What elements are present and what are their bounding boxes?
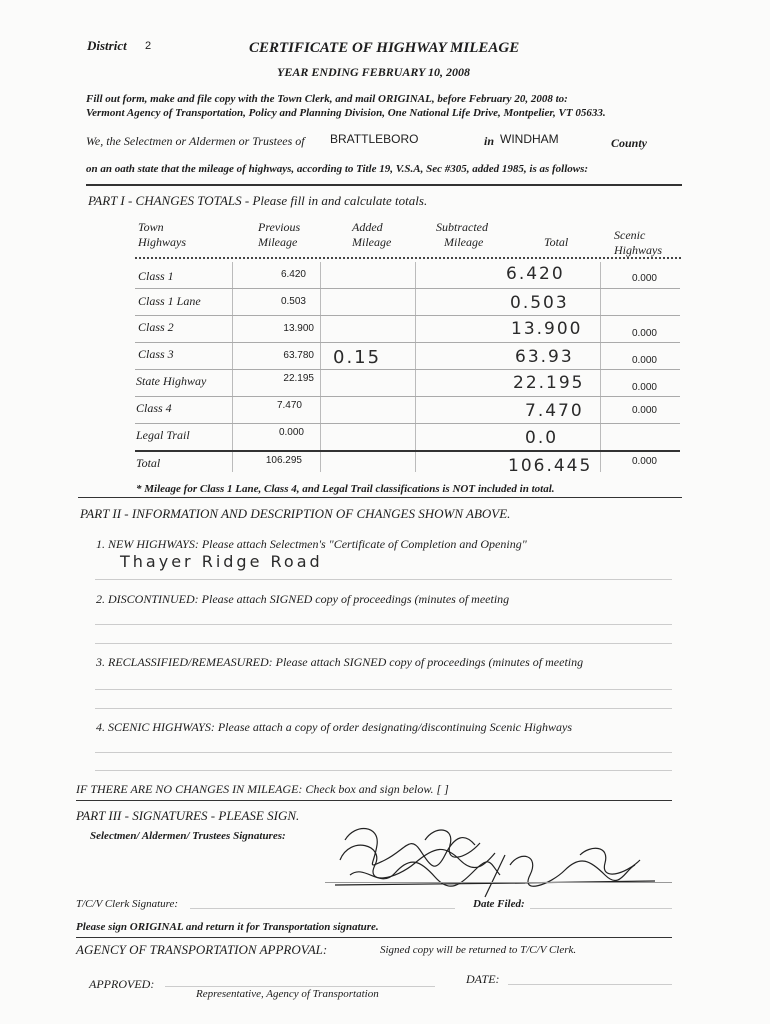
row-line [135, 288, 680, 289]
row-line [135, 369, 680, 370]
discontinued-label: 2. DISCONTINUED: Please attach SIGNED copy of proceedings (minutes of meeting [96, 592, 510, 606]
fill-line [95, 752, 672, 753]
oath-prefix: We, the Selectmen or Aldermen or Trustees of [86, 134, 305, 148]
scenic-mileage[interactable]: 0.000 [631, 355, 657, 366]
scenic-mileage[interactable]: 0.000 [631, 405, 657, 416]
scenic-mileage[interactable]: 0.000 [631, 328, 657, 339]
total-line [135, 450, 680, 452]
fill-line [530, 908, 672, 909]
fill-line [508, 984, 672, 985]
row-line [135, 423, 680, 424]
row-label: Class 2 [138, 320, 174, 334]
previous-mileage[interactable]: 106.295 [265, 455, 302, 466]
col-divider [232, 262, 233, 472]
county-label: County [611, 136, 648, 150]
form-title: CERTIFICATE OF HIGHWAY MILEAGE [249, 40, 520, 56]
scenic-mileage[interactable]: 0.000 [631, 273, 657, 284]
row-line [135, 315, 680, 316]
signers-label: Selectmen/ Aldermen/ Trustees Signatures: [90, 830, 286, 842]
fill-line [95, 624, 672, 625]
col-divider [415, 262, 416, 472]
part1-heading: PART I - CHANGES TOTALS - Please fill in and calculate totals. [88, 193, 428, 208]
previous-mileage[interactable]: 22.195 [283, 373, 314, 384]
county-name: WINDHAM [500, 132, 559, 146]
previous-mileage[interactable]: 13.900 [283, 323, 314, 334]
previous-mileage[interactable]: 0.503 [280, 296, 306, 307]
row-line [135, 396, 680, 397]
total-mileage[interactable]: 13.900 [511, 319, 583, 339]
date-label: DATE: [466, 972, 500, 986]
previous-mileage[interactable]: 6.420 [280, 269, 306, 280]
row-label: Total [136, 456, 161, 470]
col-scenic-header: Scenic Highways [614, 228, 662, 257]
signatures-image [325, 815, 675, 900]
part1-footnote: * Mileage for Class 1 Lane, Class 4, and Legal Trail classifications is NOT included in total. [136, 483, 555, 495]
reclassified-label: 3. RECLASSIFIED/REMEASURED: Please attach SIGNED copy of proceedings (minutes of meeting [96, 655, 584, 669]
fill-line [165, 986, 435, 987]
fill-line [95, 689, 672, 690]
row-label: Class 1 Lane [138, 294, 201, 308]
fill-line [95, 770, 672, 771]
approval-note: Signed copy will be returned to T/C/V Clerk. [380, 944, 577, 956]
col-previous-header: Previous Mileage [258, 220, 301, 249]
row-label: State Highway [136, 374, 207, 388]
row-line [135, 342, 680, 343]
representative-label: Representative, Agency of Transportation [196, 988, 379, 1000]
return-note: Please sign ORIGINAL and return it for Transportation signature. [76, 921, 379, 933]
no-changes-note[interactable]: IF THERE ARE NO CHANGES IN MILEAGE: Check box and sign below. [ ] [76, 782, 449, 796]
scenic-mileage[interactable]: 0.000 [631, 456, 657, 467]
divider [78, 497, 682, 498]
total-mileage[interactable]: 106.445 [508, 456, 593, 476]
total-mileage[interactable]: 22.195 [513, 373, 585, 393]
approved-label: APPROVED: [89, 977, 155, 991]
col-subtracted-header: Subtracted Mileage [436, 220, 488, 249]
col-added-header: Added Mileage [352, 220, 392, 249]
col-divider [320, 262, 321, 472]
fill-line [95, 643, 672, 644]
total-mileage[interactable]: 6.420 [506, 264, 565, 284]
fill-line [95, 708, 672, 709]
total-mileage[interactable]: 63.93 [515, 347, 574, 367]
total-mileage[interactable]: 0.0 [525, 428, 559, 448]
row-label: Legal Trail [136, 428, 190, 442]
col-town-header: Town Highways [138, 220, 186, 249]
oath-line2: on an oath state that the mileage of highways, according to Title 19, V.S.A, Sec #305, added 1985, is as follows: [86, 163, 589, 175]
fill-line [95, 579, 672, 580]
district-value: 2 [145, 40, 152, 52]
signature-line [325, 882, 672, 883]
previous-mileage[interactable]: 63.780 [283, 350, 314, 361]
scenic-mileage[interactable]: 0.000 [631, 382, 657, 393]
district-label: District [87, 38, 127, 53]
clerk-signature-label: T/C/V Clerk Signature: [76, 898, 179, 910]
instructions-line1: Fill out form, make and file copy with the Town Clerk, and mail ORIGINAL, before February 20, 2008 to: [86, 93, 568, 105]
in-label: in [484, 134, 495, 148]
new-highways-label: 1. NEW HIGHWAYS: Please attach Selectmen's "Certificate of Completion and Opening" [96, 537, 527, 551]
approval-heading: AGENCY OF TRANSPORTATION APPROVAL: [76, 942, 328, 957]
col-divider [600, 262, 601, 472]
col-total-header: Total [544, 235, 569, 249]
total-mileage[interactable]: 7.470 [525, 401, 584, 421]
part3-heading: PART III - SIGNATURES - PLEASE SIGN. [76, 808, 300, 823]
header-divider [135, 257, 681, 261]
row-label: Class 3 [138, 347, 174, 361]
added-mileage[interactable]: 0.15 [333, 347, 382, 368]
row-label: Class 1 [138, 269, 174, 283]
new-highways-value[interactable]: Thayer Ridge Road [120, 552, 323, 571]
previous-mileage[interactable]: 7.470 [276, 400, 302, 411]
town-name: BRATTLEBORO [330, 132, 419, 146]
form-subtitle: YEAR ENDING FEBRUARY 10, 2008 [277, 65, 471, 79]
fill-line [190, 908, 455, 909]
total-mileage[interactable]: 0.503 [510, 293, 569, 313]
instructions-line2: Vermont Agency of Transportation, Policy and Planning Division, One National Life Drive, Montpelier, VT 05633. [86, 107, 606, 119]
divider [76, 800, 672, 801]
date-filed-label: Date Filed: [473, 898, 525, 910]
part2-heading: PART II - INFORMATION AND DESCRIPTION OF CHANGES SHOWN ABOVE. [80, 506, 511, 521]
divider [76, 937, 672, 938]
scenic-highways-label: 4. SCENIC HIGHWAYS: Please attach a copy of order designating/discontinuing Scenic Highways [96, 720, 572, 734]
previous-mileage[interactable]: 0.000 [278, 427, 304, 438]
divider [86, 184, 682, 186]
row-label: Class 4 [136, 401, 172, 415]
